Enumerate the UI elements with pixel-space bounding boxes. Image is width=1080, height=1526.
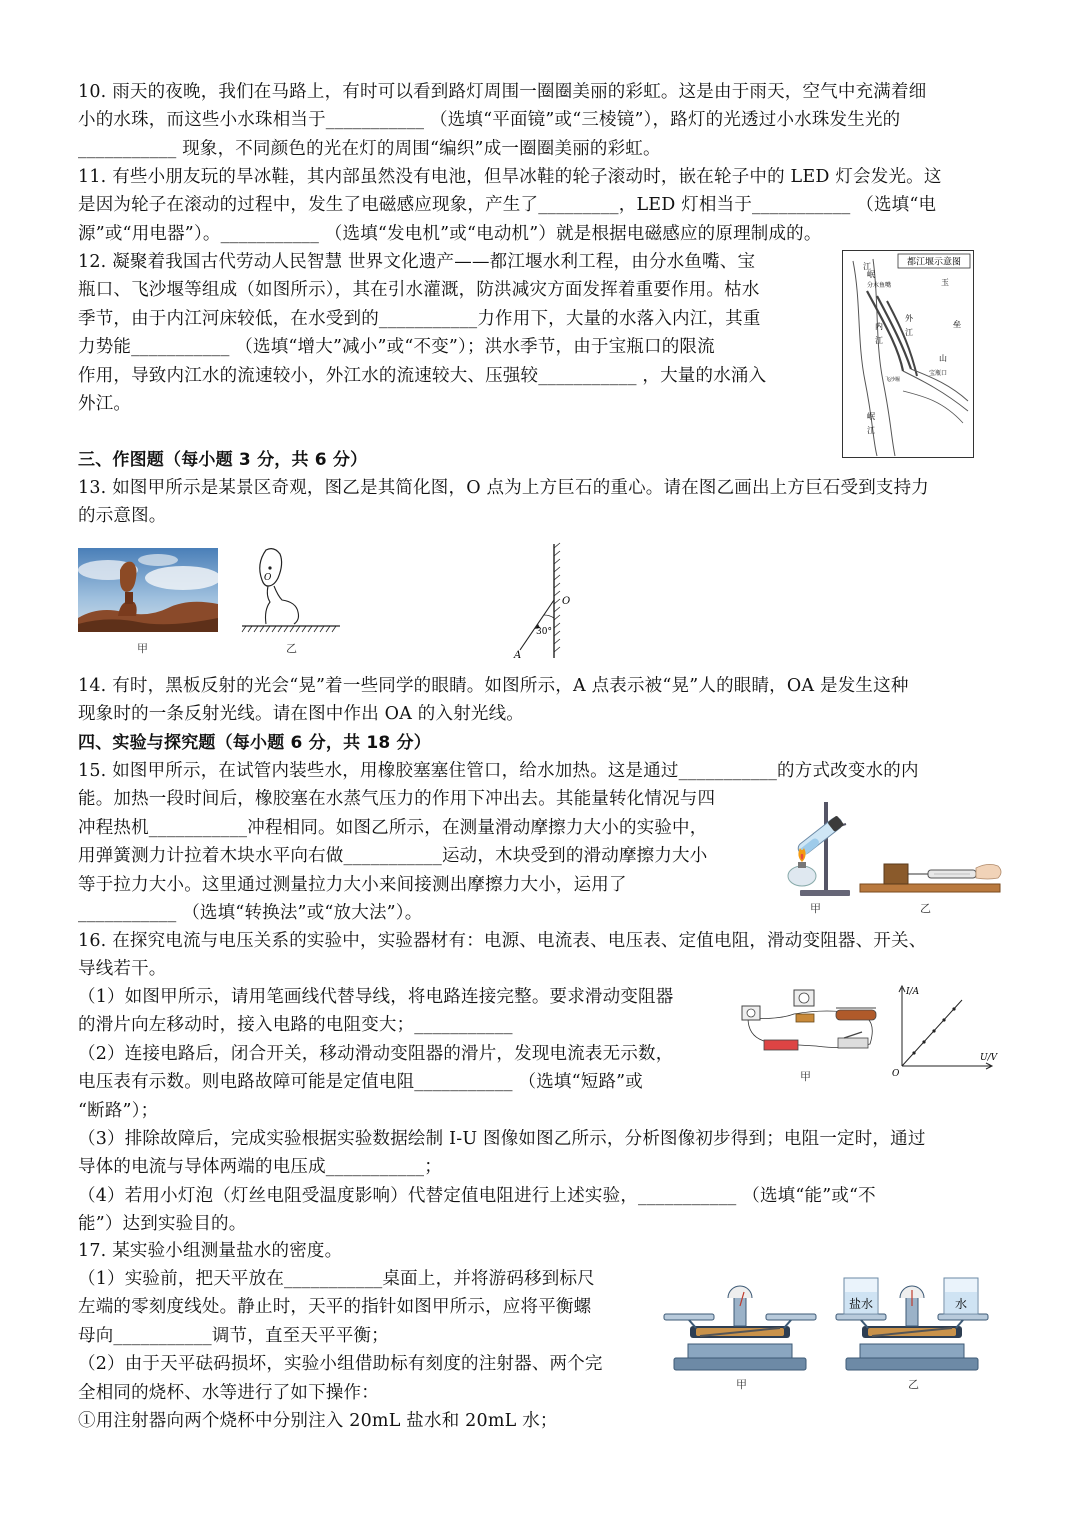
- q17-part1-line-1: （1）实验前，把天平放在___________桌面上，并将游码移到标尺: [78, 1269, 595, 1289]
- q15-caption-jia: 甲: [810, 902, 821, 915]
- q10-line-2: 小的水珠，而这些小水珠相当于___________ （选填“平面镜”或“三棱镜”），路灯的光透过小水珠发生光的: [78, 110, 901, 131]
- q16-part3-line-2: 导体的电流与导体两端的电压成___________；: [78, 1157, 442, 1178]
- q16-part2-line-1: （2）连接电路后，闭合开关，移动滑动变阻器的滑片，发现电流表无示数，: [78, 1043, 674, 1064]
- section-4-heading: 四、实验与探究题（每小题 6 分，共 18 分）: [78, 733, 431, 753]
- map-label-jiang-1: 江: [863, 262, 871, 271]
- map-label-jiang-2: 江: [875, 336, 883, 345]
- balanced-rock-photo-image: [78, 548, 218, 632]
- dujiangyan-map-drawing: [843, 251, 973, 457]
- q12-line-5: 作用，导致内江水的流速较小，外江水的流速较大、压强较___________ ，大量的水涌入: [78, 365, 767, 386]
- q14-line-2: 现象时的一条反射光线。请在图中作出 OA 的入射光线。: [78, 704, 525, 725]
- q11-line-2: 是因为轮子在滚动的过程中，发生了电磁感应现象，产生了_________，LED 灯相当于___________ （选填“电: [78, 195, 937, 216]
- q16-part1-line-2: 的滑片向左移动时，接入电路的电阻变大；___________: [78, 1015, 513, 1036]
- i-u-graph: [888, 982, 1000, 1078]
- section-3-heading: 三、作图题（每小题 3 分，共 6 分）: [78, 450, 368, 470]
- balance-drawing-jia: [660, 1284, 820, 1374]
- blackboard-reflection-figure: [508, 542, 588, 664]
- q12-line-6: 外江。: [78, 393, 132, 414]
- map-label-feishayan: 飞沙堰: [885, 377, 901, 383]
- map-label-fenshuiyuzui: 分水鱼嘴: [867, 282, 892, 289]
- q16-part2-line-2: 电压表有示数。则电路故障可能是定值电阻___________ （选填“短路”或: [78, 1072, 644, 1093]
- q16-part4-line-1: （4）若用小灯泡（灯丝电阻受温度影响）代替定值电阻进行上述实验，___________ （选填“能”或“不: [78, 1185, 876, 1206]
- balance-figure-yi: [832, 1274, 992, 1374]
- graph-x-label: U/V: [980, 1053, 998, 1063]
- question-17-parts: [78, 1265, 718, 1435]
- q15-line-3: 冲程热机___________冲程相同。如图乙所示，在测量滑动摩擦力大小的实验中，: [78, 817, 708, 838]
- balance-figure-jia: [660, 1284, 820, 1374]
- dujiangyan-map: [842, 250, 974, 458]
- q17-part2-line-2: 全相同的烧杯、水等进行了如下操作：: [78, 1382, 379, 1403]
- q15-line-6: ___________ （选填“转换法”或“放大法”）。: [78, 902, 423, 923]
- q12-line-4: 力势能___________ （选填“增大”减小”或“不变”）；洪水季节，由于宝瓶口的限流: [78, 337, 715, 358]
- q11-line-1: 11. 有些小朋友玩的旱冰鞋，其内部虽然没有电池，但旱冰鞋的轮子滚动时，嵌在轮子中的 LED 灯会发光。这: [78, 167, 942, 187]
- q13-line-1: 13. 如图甲所示是某景区奇观，图乙是其简化图，O 点为上方巨石的重心。请在图乙画出上方巨石受到支持力: [78, 478, 929, 498]
- q17-caption-jia: 甲: [736, 1378, 747, 1391]
- q16-line-2: 导线若干。: [78, 959, 167, 980]
- q10-line-1: 10. 雨天的夜晚，我们在马路上，有时可以看到路灯周围一圈圈美丽的彩虹。这是由于雨天，空气中充满着细: [78, 82, 927, 102]
- map-label-wai: 外: [905, 314, 913, 323]
- q10-line-3: ___________ 现象，不同颜色的光在灯的周围“编织”成一圈圈美丽的彩虹。: [78, 138, 661, 159]
- question-10: [78, 78, 1008, 163]
- q16-caption-jia: 甲: [800, 1070, 811, 1083]
- figure-angle-30: 30°: [536, 627, 552, 637]
- map-label-lei: 垒: [953, 320, 961, 329]
- q13-caption-yi: 乙: [286, 642, 297, 655]
- q16-part2-line-3: “断路”）；: [78, 1100, 159, 1121]
- q12-line-1: 12. 凝聚着我国古代劳动人民智慧 世界文化遗产——都江堰水利工程，由分水鱼嘴、宝: [78, 252, 756, 272]
- q16-part1-line-1: （1）如图甲所示，请用笔画线代替导线，将电路连接完整。要求滑动变阻器: [78, 987, 674, 1007]
- question-17-intro: [78, 1237, 1008, 1265]
- question-16-part-3-4: [78, 1125, 1008, 1239]
- map-label-min-1: 岷: [867, 270, 875, 279]
- q11-line-3: 源”或“用电器”）。___________ （选填“发电机”或“电动机”）就是根据电磁感应的原理制成的。: [78, 223, 822, 244]
- figure-label-a: A: [514, 650, 522, 661]
- map-label-min-2: 岷: [867, 412, 875, 421]
- friction-experiment-drawing: [858, 858, 1006, 898]
- q17-part1-line-2: 左端的零刻度线处。静止时，天平的指针如图甲所示，应将平衡螺: [78, 1297, 592, 1318]
- q15-line-2: 能。加热一段时间后，橡胶塞在水蒸气压力的作用下冲出去。其能量转化情况与四: [78, 789, 716, 810]
- q17-part1-line-3: 母向___________调节，直至天平平衡；: [78, 1325, 389, 1346]
- friction-experiment-figure: [858, 858, 1006, 898]
- q15-caption-yi: 乙: [920, 902, 931, 915]
- q13-line-2: 的示意图。: [78, 506, 167, 527]
- q16-part4-line-2: 能”）达到实验目的。: [78, 1214, 247, 1235]
- map-label-jiang-3: 江: [905, 328, 913, 337]
- circuit-drawing: [738, 988, 886, 1068]
- balanced-rock-photo: [78, 548, 218, 632]
- map-label-nei: 内: [875, 322, 883, 331]
- beaker-label-water: 水: [954, 1297, 968, 1311]
- balanced-rock-sketch: [238, 544, 344, 636]
- figure-label-o: O: [562, 596, 571, 607]
- test-tube-heating-figure: [780, 796, 860, 900]
- q17-step-1: ①用注射器向两个烧杯中分别注入 20mL 盐水和 20mL 水；: [78, 1410, 558, 1431]
- question-12: [78, 248, 823, 418]
- graph-y-label: I/A: [906, 987, 920, 997]
- q13-caption-jia: 甲: [137, 642, 148, 655]
- q16-line-1: 16. 在探究电流与电压关系的实验中，实验器材有：电源、电流表、电压表、定值电阻，滑动变阻器、开关、: [78, 931, 927, 951]
- q16-part3-line-1: （3）排除故障后，完成实验根据实验数据绘制 I-U 图像如图乙所示，分析图像初步得到；电阻一定时，通过: [78, 1129, 926, 1149]
- balance-drawing-yi: [832, 1274, 992, 1374]
- circuit-figure: [738, 988, 886, 1068]
- map-label-shan: 山: [939, 354, 947, 363]
- question-16-part-1-2: [78, 983, 718, 1125]
- map-label-jiang-4: 江: [867, 426, 875, 435]
- map-label-yu: 玉: [941, 278, 949, 287]
- blackboard-reflection-drawing: [508, 542, 588, 664]
- question-15: [78, 757, 1008, 927]
- beaker-label-saltwater: 盐水: [848, 1297, 874, 1311]
- question-14: [78, 672, 1008, 729]
- question-13: [78, 474, 1008, 531]
- sketch-point-o: O: [264, 573, 272, 583]
- q12-line-2: 瓶口、飞沙堰等组成（如图所示），其在引水灌溉，防洪减灾方面发挥着重要作用。枯水: [78, 280, 760, 301]
- q17-part2-line-1: （2）由于天平砝码损坏，实验小组借助标有刻度的注射器、两个完: [78, 1354, 603, 1375]
- q15-line-4: 用弹簧测力计拉着木块水平向右做___________运动，木块受到的滑动摩擦力大小: [78, 846, 708, 867]
- balanced-rock-sketch-drawing: [238, 544, 344, 636]
- map-title: 都江堰示意图: [906, 257, 962, 268]
- question-11: [78, 163, 1008, 248]
- test-tube-heating-drawing: [780, 796, 860, 900]
- i-u-graph-drawing: [888, 982, 1000, 1078]
- q12-line-3: 季节，由于内江河床较低，在水受到的___________力作用下，大量的水落入内江，其重: [78, 308, 761, 329]
- graph-origin: O: [892, 1069, 900, 1078]
- map-label-baopingkou: 宝瓶口: [929, 370, 948, 377]
- question-16-intro: [78, 927, 1008, 984]
- q14-line-1: 14. 有时，黑板反射的光会“晃”着一些同学的眼睛。如图所示，A 点表示被“晃”人的眼睛，OA 是发生这种: [78, 676, 909, 696]
- q15-line-5: 等于拉力大小。这里通过测量拉力大小来间接测出摩擦力大小，运用了: [78, 874, 627, 895]
- q17-line-1: 17. 某实验小组测量盐水的密度。: [78, 1241, 343, 1261]
- q15-line-1: 15. 如图甲所示，在试管内装些水，用橡胶塞塞住管口，给水加热。这是通过___________的方式改变水的内: [78, 761, 919, 781]
- q17-caption-yi: 乙: [908, 1378, 919, 1391]
